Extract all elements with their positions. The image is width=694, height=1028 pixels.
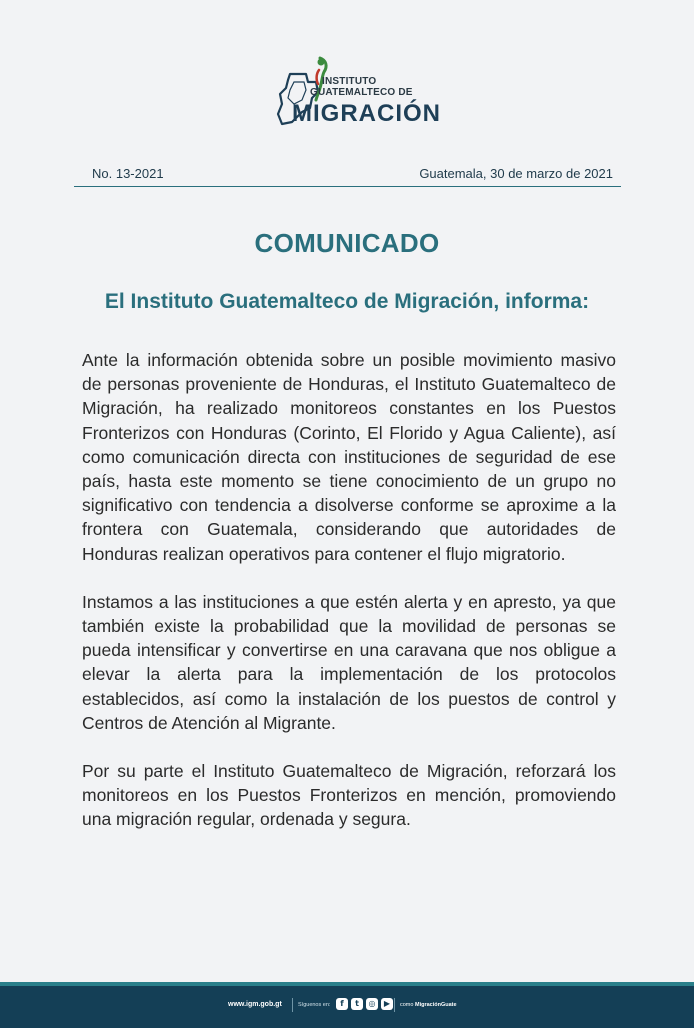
page-title: COMUNICADO [254,228,440,258]
instagram-icon[interactable]: ◎ [366,998,378,1010]
facebook-icon[interactable]: f [336,998,348,1010]
handle-prefix: como [400,1002,414,1008]
paragraph-3: Por su parte el Instituto Guatemalteco de Migración, reforzará los monitoreos en los Puestos Fronterizos en mención, promoviendo una migración regular, ordenada y segura. [82,761,616,830]
social-icons [336,998,393,1010]
logo-text-line2: GUATEMALTECO DE [310,87,413,98]
website-link[interactable]: www.igm.gob.gt [228,1001,282,1008]
youtube-icon[interactable]: ▶ [381,998,393,1010]
twitter-icon[interactable]: t [351,998,363,1010]
communique-date: Guatemala, 30 de marzo de 2021 [419,166,613,181]
paragraph-1: Ante la información obtenida sobre un posible movimiento masivo de personas proveniente de Honduras, el Instituto Guatemalteco de Migración, ha realizado monitoreos constantes en los Puestos Fronterizos con Honduras (Corinto, El Florido y Agua Caliente), así como comunicación directa con instituciones de seguridad de ese país, hasta este momento se tiene conocimiento de un grupo no significativo con tendencia a disolverse conforme se aproxime a la frontera con Guatemala, considerando que autoridades de Honduras realizan operativos para contener el flujo migratorio. [82,350,616,564]
footer-bar [0,982,694,1028]
communique-number: No. 13-2021 [92,166,164,181]
footer-divider [394,998,395,1012]
social-handle[interactable] [400,1002,457,1008]
page-subtitle: El Instituto Guatemalteco de Migración, informa: [104,290,590,313]
igm-logo [272,52,441,136]
paragraph-2: Instamos a las instituciones a que estén alerta y en apresto, ya que también existe la probabilidad que la movilidad de personas se pueda intensificar y convertirse en una caravana que nos obligue a elevar la alerta para la implementación de los protocolos establecidos, así como la instalación de los puestos de control y Centros de Atención al Migrante. [82,591,616,733]
body-text [82,348,616,856]
logo-text-line1: INSTITUTO [322,76,377,87]
logo-text-line3: MIGRACIÓN [292,100,441,127]
follow-label: Síguenos en: [298,1002,331,1008]
handle-name: MigraciónGuate [414,1002,457,1008]
footer-divider [292,998,293,1012]
header-row [74,166,621,187]
